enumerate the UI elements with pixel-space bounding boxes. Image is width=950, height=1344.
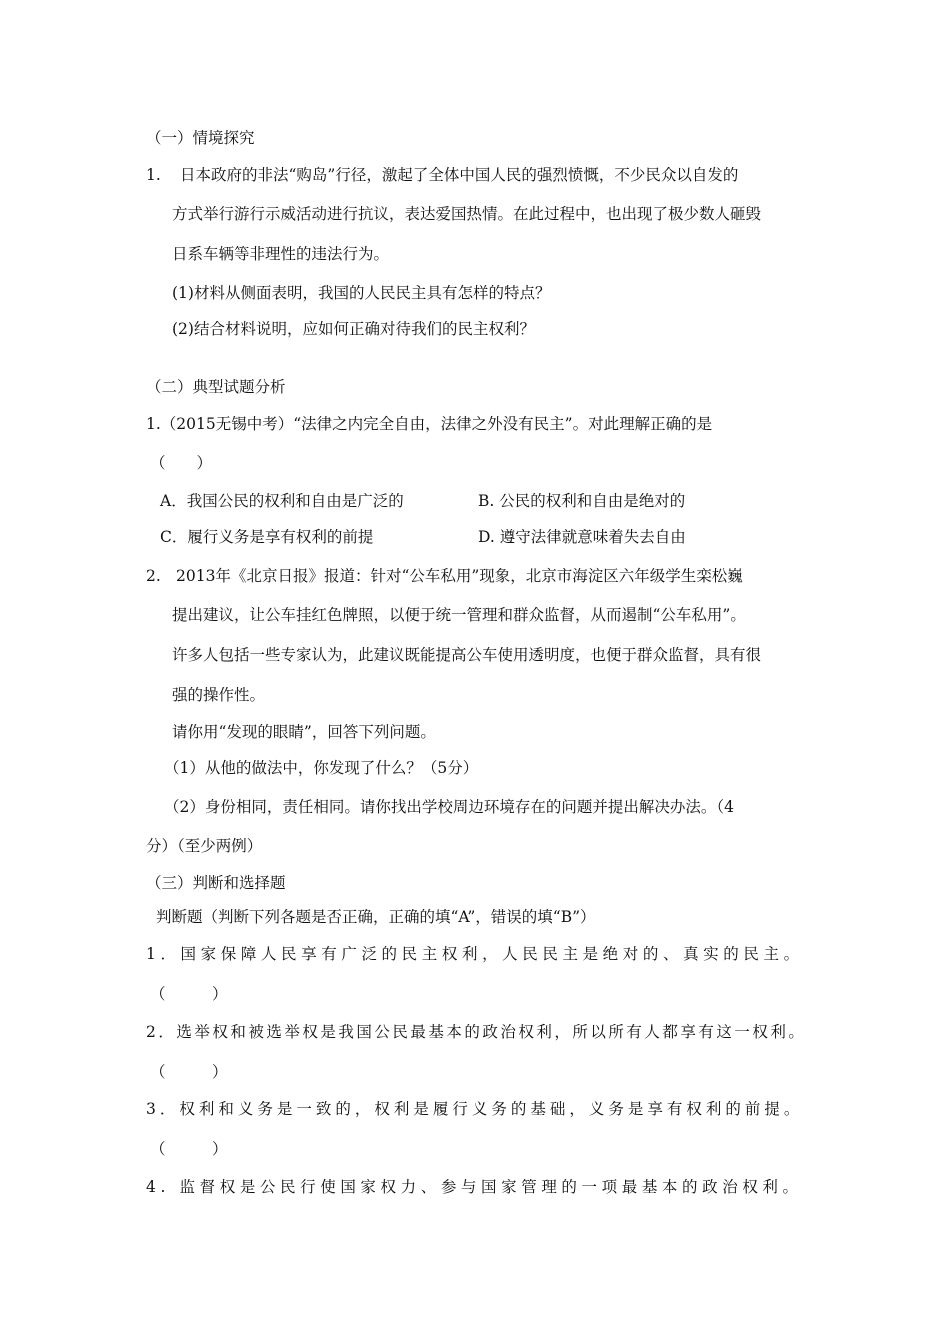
judgment-intro: 判断题（判断下列各题是否正确，正确的填“A”，错误的填“B”） xyxy=(156,908,596,926)
question-text-line: 2013年《北京日报》报道：针对“公车私用”现象，北京市海淀区六年级学生栾松巍 xyxy=(176,567,743,585)
question-text-line: 日本政府的非法“购岛”行径，激起了全体中国人民的强烈愤慨，不少民众以自发的 xyxy=(180,166,739,184)
answer-bracket: （ ） xyxy=(150,1140,228,1158)
section-heading-3: （三）判断和选择题 xyxy=(146,874,286,892)
question-text-line: 1.（2015无锡中考）“法律之内完全自由，法律之外没有民主”。对此理解正确的是 xyxy=(146,415,713,433)
answer-bracket: （ ） xyxy=(150,1063,228,1081)
question-text-line: 提出建议，让公车挂红色牌照，以便于统一管理和群众监督，从而遏制“公车私用”。 xyxy=(172,606,746,624)
option-a: A．我国公民的权利和自由是广泛的 xyxy=(160,492,404,510)
judgment-item: 1．国家保障人民享有广泛的民主权利，人民民主是绝对的、真实的民主。 xyxy=(146,945,804,963)
question-text-line: 日系车辆等非理性的违法行为。 xyxy=(172,245,390,263)
option-c: C．履行义务是享有权利的前提 xyxy=(160,528,374,546)
option-d: D. 遵守法律就意味着失去自由 xyxy=(478,528,686,546)
question-text-line: 许多人包括一些专家认为，此建议既能提高公车使用透明度，也便于群众监督，具有很 xyxy=(172,646,762,664)
judgment-item: 2．选举权和被选举权是我国公民最基本的政治权利，所以所有人都享有这一权利。 xyxy=(146,1023,807,1041)
question-text-line: 方式举行游行示威活动进行抗议，表达爱国热情。在此过程中，也出现了极少数人砸毁 xyxy=(172,205,762,223)
option-b: B. 公民的权利和自由是绝对的 xyxy=(478,492,686,510)
sub-question: (2)结合材料说明，应如何正确对待我们的民主权利？ xyxy=(172,320,535,338)
judgment-item: 4. 监督权是公民行使国家权力、参与国家管理的一项最基本的政治权利。 xyxy=(146,1178,803,1196)
question-number: 2. xyxy=(146,567,161,585)
sub-question: (1)材料从侧面表明，我国的人民民主具有怎样的特点？ xyxy=(172,284,551,302)
question-number: 1. xyxy=(146,166,161,184)
question-text-line: 强的操作性。 xyxy=(172,686,266,704)
question-prompt: 请你用“发现的眼睛”，回答下列问题。 xyxy=(172,723,436,741)
answer-bracket: （ ） xyxy=(150,985,228,1003)
section-heading-2: （二）典型试题分析 xyxy=(146,378,286,396)
answer-bracket: （ ） xyxy=(150,454,213,472)
sub-question-continued: 分）（至少两例） xyxy=(146,837,263,855)
judgment-item: 3．权利和义务是一致的，权利是履行义务的基础，义务是享有权利的前提。 xyxy=(146,1100,804,1118)
sub-question: （2）身份相同，责任相同。请你找出学校周边环境存在的问题并提出解决办法。（4 xyxy=(164,798,734,816)
sub-question: （1）从他的做法中，你发现了什么？（5分） xyxy=(164,759,479,777)
section-heading-1: （一）情境探究 xyxy=(146,129,255,147)
